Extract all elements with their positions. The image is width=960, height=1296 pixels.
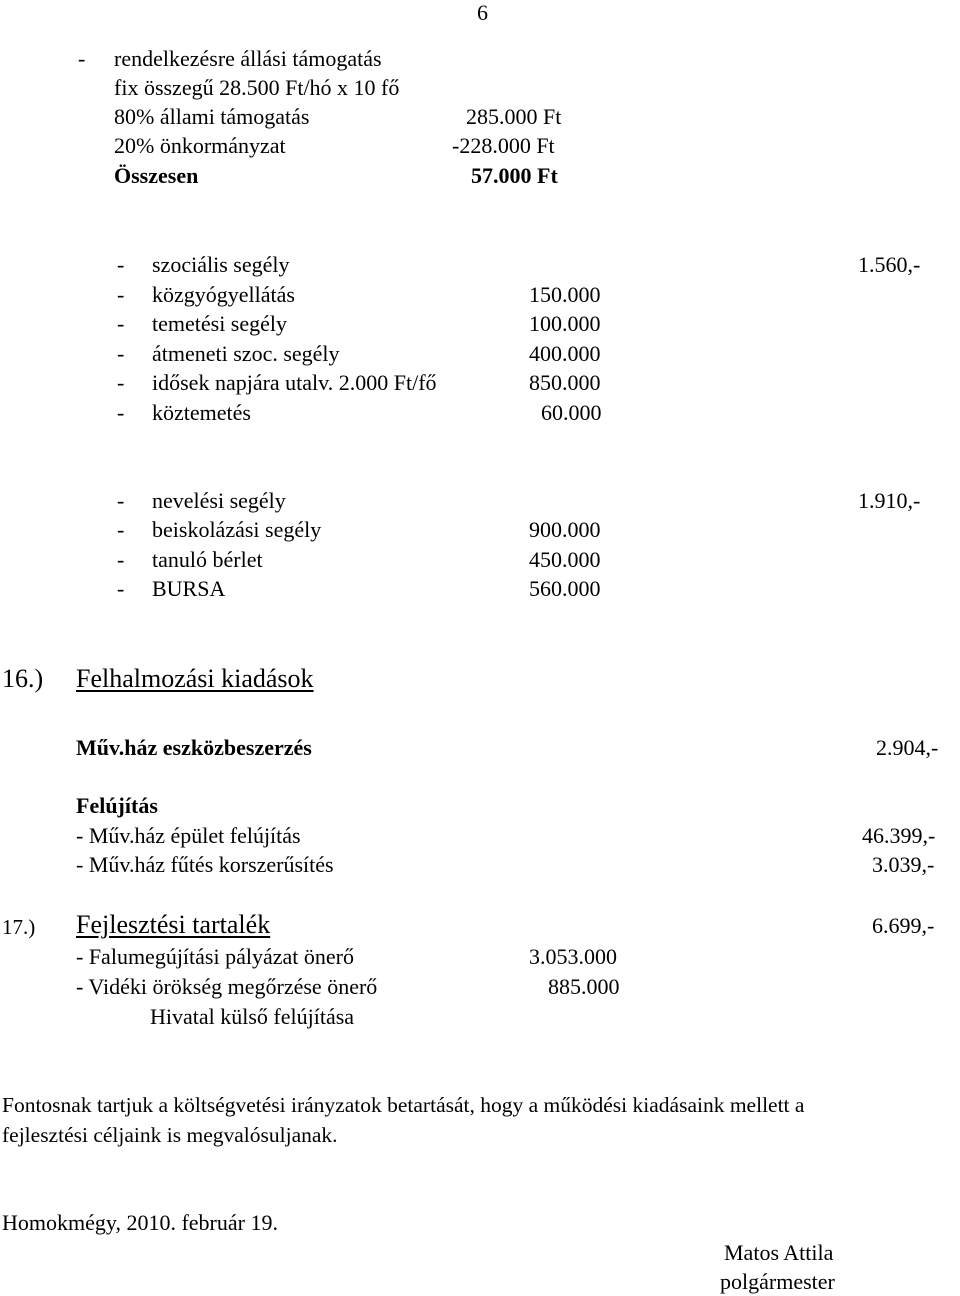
list-dash: -	[117, 341, 125, 366]
section-title: Felhalmozási kiadások	[76, 664, 314, 693]
list-dash: -	[117, 370, 125, 395]
row-continuation: Hivatal külső felújítása	[150, 1004, 355, 1029]
row-label: átmeneti szoc. segély	[152, 341, 340, 366]
item-title: rendelkezésre állási támogatás	[114, 46, 382, 71]
list-dash: -	[117, 488, 125, 513]
list-dash: -	[117, 252, 125, 277]
nevelesi-header-total: 1.910,-	[858, 488, 921, 513]
row-label: temetési segély	[152, 311, 288, 336]
row-label: idősek napjára utalv. 2.000 Ft/fő	[152, 370, 437, 395]
nevelesi-header-label: nevelési segély	[152, 488, 286, 513]
subsection-heading: Felújítás	[76, 793, 158, 818]
total-value: 57.000 Ft	[471, 163, 558, 188]
row-value: 46.399,-	[862, 823, 936, 848]
row-label: Műv.ház eszközbeszerzés	[76, 735, 312, 760]
row-label: - Műv.ház épület felújítás	[76, 823, 301, 848]
row-value: 3.039,-	[872, 852, 935, 877]
row-label: beiskolázási segély	[152, 517, 322, 542]
row-label: 80% állami támogatás	[114, 104, 310, 129]
list-dash: -	[117, 547, 125, 572]
row-value: 2.904,-	[876, 735, 939, 760]
signature-name: Matos Attila	[724, 1240, 834, 1265]
row-label: közgyógyellátás	[152, 282, 295, 307]
row-value: 3.053.000	[529, 944, 617, 969]
row-label: - Vidéki örökség megőrzése önerő	[76, 974, 378, 999]
row-value: 900.000	[529, 517, 601, 542]
row-value: 100.000	[529, 311, 601, 336]
section-total: 6.699,-	[872, 913, 935, 938]
closing-line: Fontosnak tartjuk a költségvetési irányzatok betartását, hogy a működési kiadásaink mellett a	[2, 1093, 805, 1117]
list-dash: -	[117, 311, 125, 336]
row-label: - Műv.ház fűtés korszerűsítés	[76, 852, 334, 877]
closing-line: fejlesztési céljaink is megvalósuljanak.	[2, 1123, 338, 1147]
row-label: BURSA	[152, 576, 226, 601]
row-label: tanuló bérlet	[152, 547, 263, 572]
row-value: 285.000 Ft	[466, 104, 562, 129]
row-value: 560.000	[529, 576, 601, 601]
row-value: 60.000	[541, 400, 602, 425]
row-value: 850.000	[529, 370, 601, 395]
row-value: -228.000 Ft	[452, 133, 555, 158]
row-label: 20% önkormányzat	[114, 133, 286, 158]
row-label: köztemetés	[152, 400, 251, 425]
signature-title: polgármester	[720, 1269, 835, 1294]
row-value: 150.000	[529, 282, 601, 307]
szocialis-header-total: 1.560,-	[858, 252, 921, 277]
szocialis-header-label: szociális segély	[152, 252, 290, 277]
list-dash: -	[78, 46, 86, 71]
row-value: 885.000	[548, 974, 620, 999]
item-subtitle: fix összegű 28.500 Ft/hó x 10 fő	[114, 75, 400, 100]
row-value: 400.000	[529, 341, 601, 366]
place-date: Homokmégy, 2010. február 19.	[2, 1210, 278, 1235]
list-dash: -	[117, 576, 125, 601]
section-title: Fejlesztési tartalék	[76, 910, 271, 939]
section-number: 17.)	[2, 915, 36, 939]
row-value: 450.000	[529, 547, 601, 572]
row-label: - Falumegújítási pályázat önerő	[76, 944, 354, 969]
list-dash: -	[117, 517, 125, 542]
total-label: Összesen	[114, 163, 199, 188]
page-number: 6	[477, 0, 488, 25]
list-dash: -	[117, 400, 125, 425]
list-dash: -	[117, 282, 125, 307]
section-number: 16.)	[2, 664, 44, 693]
